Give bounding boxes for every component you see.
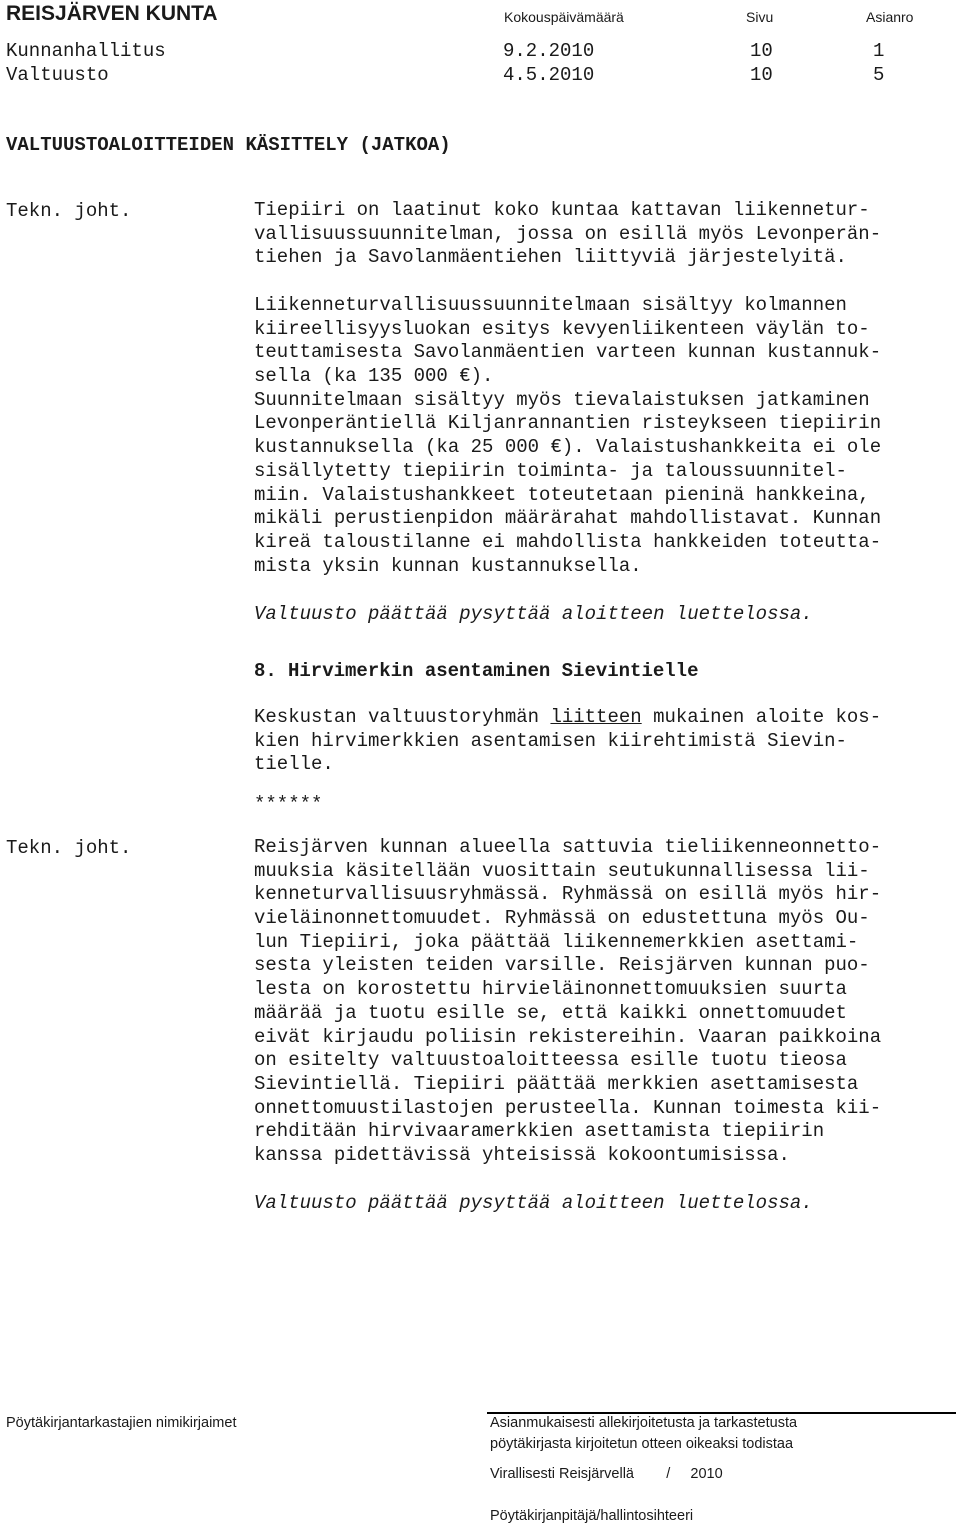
intro-text: mukainen aloite kos- (641, 706, 882, 728)
text-line: Suunnitelmaan sisältyy myös tievalaistuksen jatkaminen (254, 388, 870, 411)
text-line: kien hirvimerkkien asentamisen kiirehtimistä Sievin- (254, 729, 847, 752)
text-line: on esitelty valtuustoaloitteessa esille tuotu tieosa (254, 1049, 847, 1072)
footer-cert-line2: pöytäkirjasta kirjoitetun otteen oikeaksi todistaa (490, 1436, 794, 1452)
block2-paragraph (254, 836, 881, 1168)
header-row-item: 1 (873, 40, 885, 62)
header-row-page: 10 (750, 40, 773, 62)
header-row-date: 4.5.2010 (503, 64, 595, 86)
block1-label: Tekn. joht. (6, 200, 132, 222)
text-line: teuttamisesta Savolanmäentien varteen kunnan kustannuk- (254, 341, 882, 364)
header-row-item: 5 (873, 64, 885, 86)
text-line: kanssa pidettävissä yhteisissä kokoontumisissa. (254, 1143, 790, 1166)
text-line: määrää ja tuotu esille se, että kaikki onnettomuudet (254, 1001, 847, 1024)
text-line: sisällytetty tiepiirin toiminta- ja taloussuunnitel- (254, 459, 847, 482)
header-row-body: Valtuusto (6, 64, 109, 86)
text-line: miin. Valaistushankkeet toteutetaan pieninä hankkeina, (254, 483, 870, 506)
text-line (254, 706, 881, 730)
text-line: kireä taloustilanne ei mahdollista hankkeiden toteutta- (254, 530, 882, 553)
item-number: 8. (254, 660, 277, 682)
block2-decision: Valtuusto päättää pysyttää aloitteen luettelossa. (254, 1192, 813, 1214)
text-line: onnettomuustilastojen perusteella. Kunnan toimesta kii- (254, 1096, 882, 1119)
text-line: eivät kirjaudu poliisin rekistereihin. Vaaran paikkoina (254, 1025, 882, 1048)
text-line: sesta yleisten teiden varsille. Reisjärven kunnan puo- (254, 954, 870, 977)
footer-cert-line1: Asianmukaisesti allekirjoitetusta ja tarkastetusta (490, 1415, 798, 1431)
header-row-date: 9.2.2010 (503, 40, 595, 62)
text-line: Levonperäntiellä Kiljanrannantien risteykseen tiepiirin (254, 412, 882, 435)
item-title: Hirvimerkin asentaminen Sievintielle (288, 660, 699, 682)
text-line: Reisjärven kunnan alueella sattuvia tieliikenneonnetto- (254, 836, 882, 858)
block2-label: Tekn. joht. (6, 837, 132, 859)
text-line: mikäli perustienpidon määrärahat mahdollistavat. Kunnan (254, 507, 882, 530)
header-item-label: Asianro (866, 9, 914, 25)
item8-intro (254, 706, 881, 777)
intro-text: Keskustan valtuustoryhmän (254, 706, 551, 728)
header-row-body: Kunnanhallitus (6, 40, 166, 62)
footer-signer: Pöytäkirjanpitäjä/hallintosihteeri (490, 1508, 694, 1524)
text-line: tielle. (254, 753, 334, 776)
separator-asterisks: ****** (254, 793, 323, 815)
header-date-label: Kokouspäivämäärä (504, 9, 624, 25)
organization-name: REISJÄRVEN KUNTA (6, 2, 218, 25)
text-line: kustannuksella (ka 25 000 €). Valaistushankkeita ei ole (254, 436, 882, 459)
text-line: mista yksin kunnan kustannuksella. (254, 554, 642, 577)
text-line: kenneturvallisuusryhmässä. Ryhmässä on esillä myös hir- (254, 883, 882, 906)
header-page-label: Sivu (746, 9, 774, 25)
text-line: Liikenneturvallisuussuunnitelmaan sisältyy kolmannen (254, 294, 847, 316)
text-line: Sievintiellä. Tiepiiri päättää merkkien asettamisesta (254, 1072, 859, 1095)
text-line: vieläinonnettomuudet. Ryhmässä on edustettuna myös Ou- (254, 907, 870, 930)
footer-official: Virallisesti Reisjärvellä / 2010 (490, 1466, 723, 1482)
header-row-page: 10 (750, 64, 773, 86)
footer-divider (487, 1412, 956, 1414)
text-line: rehditään hirvivaaramerkkien asettamista tiepiirin (254, 1120, 825, 1143)
block1-paragraph-1 (254, 199, 881, 270)
text-line: sella (ka 135 000 €). (254, 365, 494, 388)
block1-paragraph-2 (254, 294, 881, 578)
section-title: VALTUUSTOALOITTEIDEN KÄSITTELY (JATKOA) (6, 134, 451, 156)
text-line: vallisuussuunnitelman, jossa on esillä myös Levonperän- (254, 222, 882, 245)
text-line: lun Tiepiiri, joka päättää liikennemerkkien asettami- (254, 930, 859, 953)
text-line: muuksia käsitellään vuosittain seutukunnallisessa lii- (254, 859, 870, 882)
text-line: Tiepiiri on laatinut koko kuntaa kattavan liikennetur- (254, 199, 870, 221)
text-line: kiireellisyysluokan esitys kevyenliikenteen väylän to- (254, 317, 870, 340)
footer-initials-label: Pöytäkirjantarkastajien nimikirjaimet (6, 1415, 237, 1431)
block1-decision: Valtuusto päättää pysyttää aloitteen luettelossa. (254, 603, 813, 625)
text-line: tiehen ja Savolanmäentiehen liittyviä järjestelyitä. (254, 246, 847, 269)
attachment-link[interactable]: liitteen (550, 706, 642, 728)
text-line: lesta on korostettu hirvieläinonnettomuuksien suurta (254, 978, 847, 1001)
